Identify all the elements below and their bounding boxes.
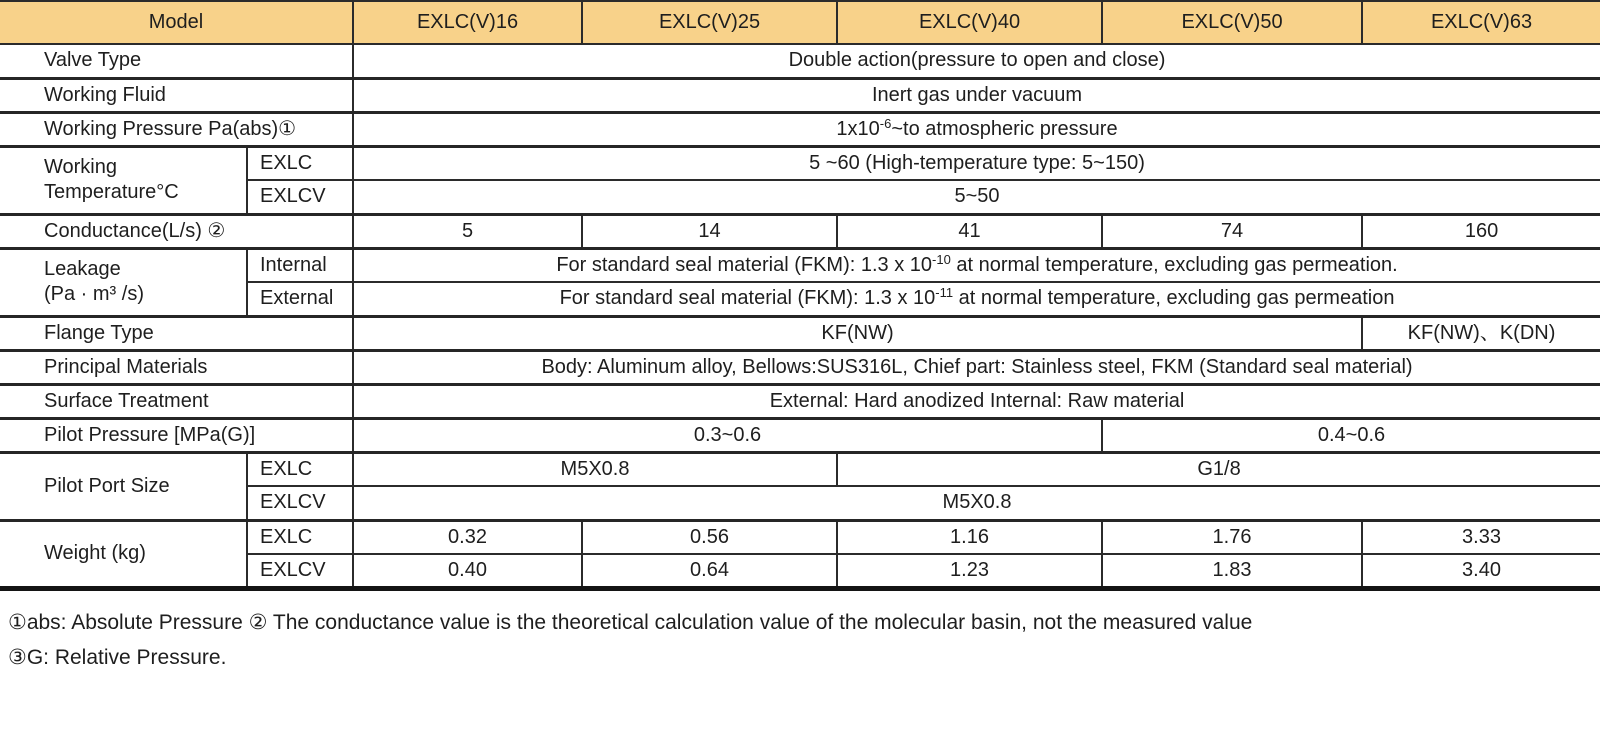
weight-exlcv-value-25: 0.64 (582, 554, 837, 588)
row-flange-type (0, 316, 1600, 350)
leakage-external-sublabel: External (247, 282, 353, 316)
weight-exlc-sublabel: EXLC (247, 520, 353, 554)
leakage-internal-exponent: -10 (932, 251, 951, 267)
working-temperature-exlcv-sublabel: EXLCV (247, 180, 353, 214)
pilot-port-exlc-value-large: G1/8 (837, 452, 1600, 486)
weight-exlcv-sublabel: EXLCV (247, 554, 353, 588)
flange-type-label: Flange Type (0, 316, 353, 350)
working-pressure-exponent: -6 (879, 115, 892, 131)
leakage-external-value (353, 282, 1600, 316)
weight-exlc-value-50: 1.76 (1102, 520, 1362, 554)
footnote-2: ③G: Relative Pressure. (8, 645, 227, 669)
leakage-external-exponent: -11 (935, 285, 954, 301)
working-pressure-base: 1x10 (836, 117, 880, 140)
weight-exlc-value-63: 3.33 (1362, 520, 1600, 554)
row-weight-exlc (0, 520, 1600, 554)
pilot-port-exlcv-sublabel: EXLCV (247, 486, 353, 520)
header-col-exlcv63: EXLC(V)63 (1362, 1, 1600, 44)
footnote-1: ①abs: Absolute Pressure ② The conductance value is the theoretical calculation value of the molecular basin, not the measured value (8, 610, 1253, 634)
header-row (0, 1, 1600, 44)
leakage-internal-base: For standard seal material (FKM): 1.3 x 10 (556, 253, 933, 276)
header-col-exlcv16: EXLC(V)16 (353, 1, 582, 44)
pilot-pressure-value-large: 0.4~0.6 (1102, 418, 1600, 452)
weight-exlcv-value-16: 0.40 (353, 554, 582, 588)
weight-exlc-value-16: 0.32 (353, 520, 582, 554)
working-temperature-label-line1: Working (44, 156, 117, 178)
row-pilot-port-exlc (0, 452, 1600, 486)
row-leakage-internal (0, 248, 1600, 282)
principal-materials-label: Principal Materials (0, 350, 353, 384)
leakage-external-rest: at normal temperature, excluding gas permeation (953, 287, 1395, 310)
working-temperature-label (0, 146, 247, 214)
header-col-exlcv40: EXLC(V)40 (837, 1, 1102, 44)
pilot-pressure-label: Pilot Pressure [MPa(G)] (0, 418, 353, 452)
flange-type-value-63: KF(NW)、K(DN) (1362, 316, 1600, 350)
conductance-value-63: 160 (1362, 214, 1600, 248)
working-pressure-rest: ~to atmospheric pressure (891, 117, 1118, 140)
weight-exlcv-value-50: 1.83 (1102, 554, 1362, 588)
conductance-value-50: 74 (1102, 214, 1362, 248)
pilot-port-exlcv-value: M5X0.8 (353, 486, 1600, 520)
header-col-exlcv50: EXLC(V)50 (1102, 1, 1362, 44)
row-valve-type (0, 44, 1600, 78)
working-temperature-exlc-sublabel: EXLC (247, 146, 353, 180)
row-principal-materials (0, 350, 1600, 384)
valve-type-label: Valve Type (0, 44, 353, 78)
principal-materials-value: Body: Aluminum alloy, Bellows:SUS316L, Chief part: Stainless steel, FKM (Standard seal material) (353, 350, 1600, 384)
weight-exlcv-value-63: 3.40 (1362, 554, 1600, 588)
row-pilot-pressure (0, 418, 1600, 452)
leakage-label-line2: (Pa · m³ /s) (44, 283, 144, 305)
weight-exlc-value-25: 0.56 (582, 520, 837, 554)
flange-type-value-main: KF(NW) (353, 316, 1362, 350)
valve-type-value: Double action(pressure to open and close) (353, 44, 1600, 78)
weight-exlcv-value-40: 1.23 (837, 554, 1102, 588)
working-pressure-value (353, 112, 1600, 146)
row-working-fluid (0, 78, 1600, 112)
leakage-label-line1: Leakage (44, 258, 121, 280)
conductance-value-16: 5 (353, 214, 582, 248)
weight-label: Weight (kg) (0, 520, 247, 588)
leakage-internal-rest: at normal temperature, excluding gas permeation. (950, 253, 1398, 276)
working-temperature-label-line2: Temperature°C (44, 181, 179, 203)
working-fluid-label: Working Fluid (0, 78, 353, 112)
header-col-exlcv25: EXLC(V)25 (582, 1, 837, 44)
surface-treatment-value: External: Hard anodized Internal: Raw material (353, 384, 1600, 418)
surface-treatment-label: Surface Treatment (0, 384, 353, 418)
working-temperature-exlcv-value: 5~50 (353, 180, 1600, 214)
pilot-pressure-value-small: 0.3~0.6 (353, 418, 1102, 452)
working-pressure-label: Working Pressure Pa(abs)① (0, 112, 353, 146)
pilot-port-size-label: Pilot Port Size (0, 452, 247, 520)
pilot-port-exlc-value-small: M5X0.8 (353, 452, 837, 486)
working-fluid-value: Inert gas under vacuum (353, 78, 1600, 112)
row-conductance (0, 214, 1600, 248)
leakage-label (0, 248, 247, 316)
leakage-internal-value (353, 248, 1600, 282)
weight-exlc-value-40: 1.16 (837, 520, 1102, 554)
leakage-internal-sublabel: Internal (247, 248, 353, 282)
conductance-value-40: 41 (837, 214, 1102, 248)
header-model: Model (0, 1, 353, 44)
leakage-external-base: For standard seal material (FKM): 1.3 x 10 (559, 287, 936, 310)
pilot-port-exlc-sublabel: EXLC (247, 452, 353, 486)
footnotes (8, 605, 1600, 675)
row-working-temperature-exlc (0, 146, 1600, 180)
row-working-pressure (0, 112, 1600, 146)
conductance-value-25: 14 (582, 214, 837, 248)
conductance-label: Conductance(L/s) ② (0, 214, 353, 248)
working-temperature-exlc-value: 5 ~60 (High-temperature type: 5~150) (353, 146, 1600, 180)
row-surface-treatment (0, 384, 1600, 418)
